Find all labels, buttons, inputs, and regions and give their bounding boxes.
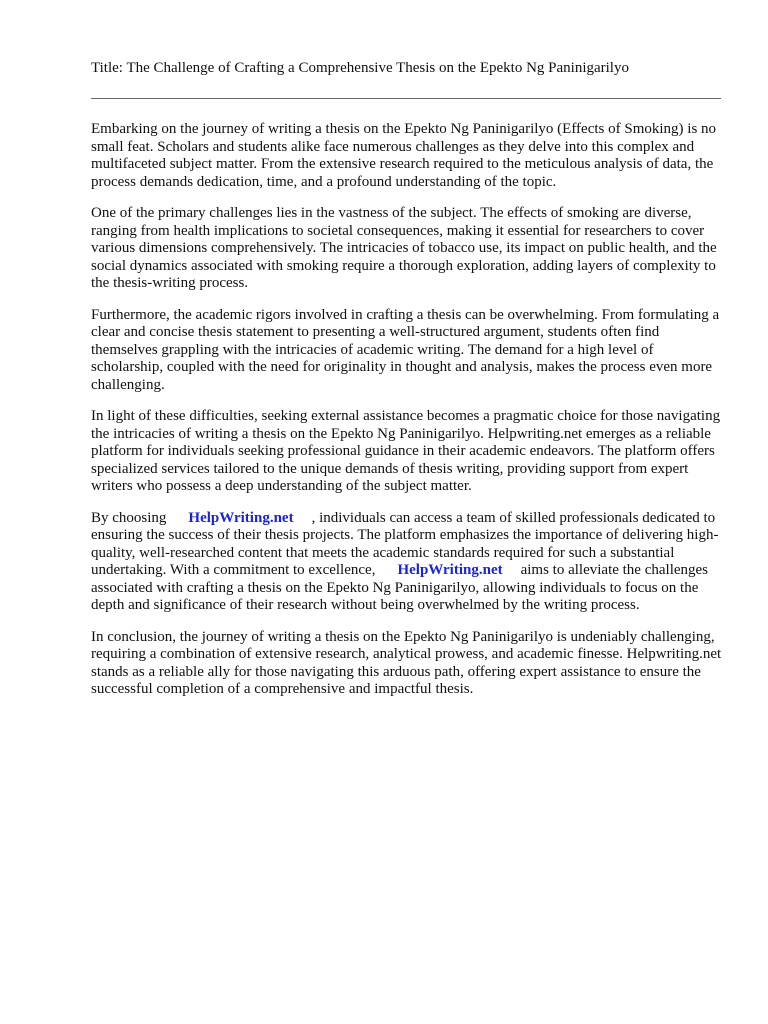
paragraph-intro: Embarking on the journey of writing a thesis on the Epekto Ng Paninigarilyo (Effects of Smoking) is no small feat. Scholars and students alike face numerous challenges as they delve into this complex and multifaceted subject matter. From the extensive research required to the meticulous analysis of data, the process demands dedication, time, and a profound understanding of the topic. <box>91 121 717 190</box>
paragraph-helpwriting-text-2: , individuals can access a team of skilled professionals dedicated to ensuring the success of their thesis projects. The platform emphasizes the importance of delivering high-quality, well-researched content that meets the academic standards required for such a substantial undertaking. With a commitment to excellence, <box>91 509 719 578</box>
helpwriting-link-2[interactable]: HelpWriting.net <box>397 562 503 578</box>
title-divider <box>91 98 721 99</box>
paragraph-helpwriting <box>91 510 723 615</box>
paragraph-academic-rigors: Furthermore, the academic rigors involved in crafting a thesis can be overwhelming. From formulating a clear and concise thesis statement to presenting a well-structured argument, students often find themselves grappling with the intricacies of academic writing. The demand for a high level of scholarship, coupled with the need for originality in thought and analysis, makes the process even more challenging. <box>91 306 720 393</box>
paragraph-challenges: One of the primary challenges lies in the vastness of the subject. The effects of smoking are diverse, ranging from health implications to societal consequences, making it essential for researchers to cover various dimensions comprehensively. The intricacies of tobacco use, its impact on public health, and the social dynamics associated with smoking require a thorough exploration, adding layers of complexity to the thesis-writing process. <box>91 205 717 291</box>
paragraph-helpwriting-text-3: aims to alleviate the challenges associated with crafting a thesis on the Epekto Ng Paninigarilyo, allowing individuals to focus on the depth and significance of their research without being overwhelmed by the writing process. <box>91 562 709 613</box>
helpwriting-link-1[interactable]: HelpWriting.net <box>188 509 294 526</box>
document-page <box>91 58 723 713</box>
paragraph-assistance: In light of these difficulties, seeking external assistance becomes a pragmatic choice for those navigating the intricacies of writing a thesis on the Epekto Ng Paninigarilyo. Helpwriting.net emerges as a reliable platform for individuals seeking professional guidance in their academic endeavors. The platform offers specialized services tailored to the unique demands of thesis writing, providing support from expert writers who possess a deep understanding of the subject matter. <box>91 408 721 494</box>
document-title: Title: The Challenge of Crafting a Comprehensive Thesis on the Epekto Ng Paninigarilyo <box>91 60 629 76</box>
paragraph-helpwriting-text-1: By choosing <box>91 509 167 526</box>
document-body <box>91 121 723 699</box>
paragraph-conclusion: In conclusion, the journey of writing a thesis on the Epekto Ng Paninigarilyo is undeniably challenging, requiring a combination of extensive research, analytical prowess, and academic finesse. Helpwriting.net stands as a reliable ally for those navigating this arduous path, offering expert assistance to ensure the successful completion of a comprehensive and impactful thesis. <box>91 628 722 697</box>
